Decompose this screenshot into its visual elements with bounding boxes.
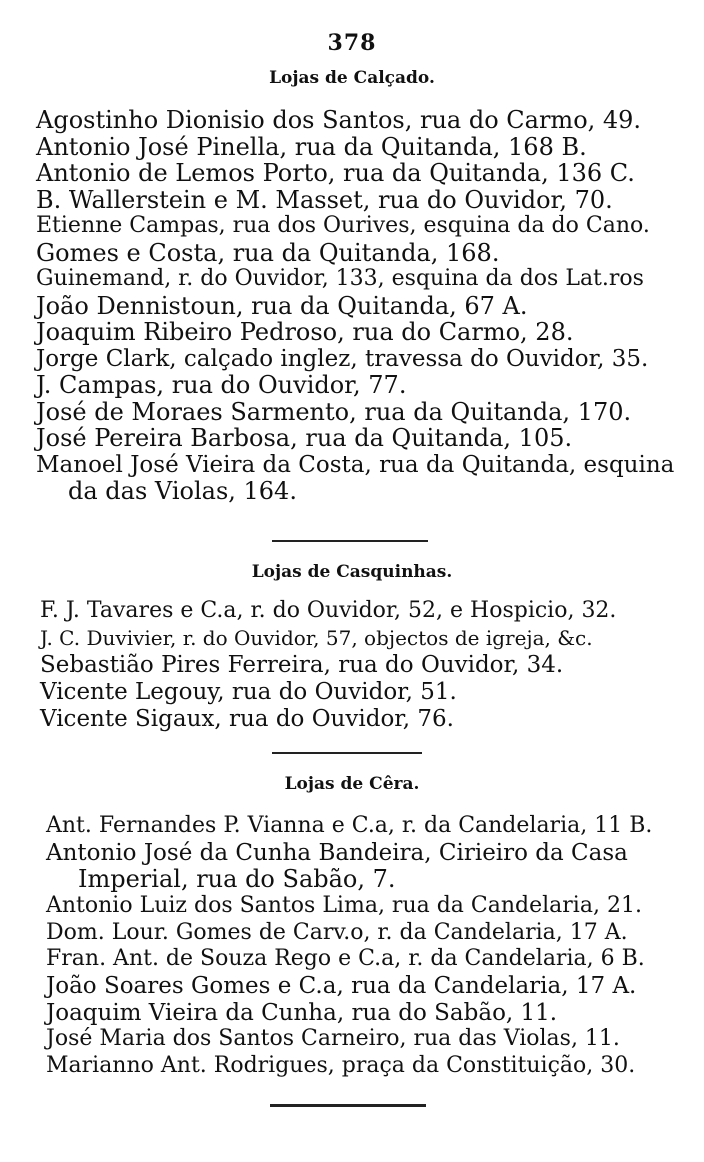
- list-item: da das Violas, 164.: [68, 477, 297, 505]
- list-item: Fran. Ant. de Souza Rego e C.a, r. da Candelaria, 6 B.: [46, 946, 645, 971]
- list-item: Sebastião Pires Ferreira, rua do Ouvidor, 34.: [40, 652, 564, 678]
- section-divider: [272, 752, 422, 754]
- list-item: José Maria dos Santos Carneiro, rua das Violas, 11.: [46, 1026, 620, 1051]
- list-item: F. J. Tavares e C.a, r. do Ouvidor, 52, e Hospicio, 32.: [40, 598, 617, 623]
- page-number: 378: [327, 30, 377, 56]
- list-item: José Pereira Barbosa, rua da Quitanda, 105.: [36, 424, 573, 452]
- section-divider: [270, 1104, 426, 1107]
- list-item: Manoel José Vieira da Costa, rua da Quitanda, esquina: [36, 452, 675, 478]
- list-item: Dom. Lour. Gomes de Carv.o, r. da Candelaria, 17 A.: [46, 920, 628, 945]
- list-item: Antonio de Lemos Porto, rua da Quitanda, 136 C.: [36, 159, 635, 187]
- list-item: Ant. Fernandes P. Vianna e C.a, r. da Candelaria, 11 B.: [46, 813, 653, 838]
- list-item: Jorge Clark, calçado inglez, travessa do Ouvidor, 35.: [36, 346, 649, 372]
- list-item: José de Moraes Sarmento, rua da Quitanda, 170.: [36, 398, 632, 426]
- list-item: Joaquim Ribeiro Pedroso, rua do Carmo, 28.: [36, 318, 574, 346]
- section-divider: [272, 540, 428, 542]
- list-item: Imperial, rua do Sabão, 7.: [78, 865, 396, 893]
- list-item: Joaquim Vieira da Cunha, rua do Sabão, 11.: [46, 1000, 558, 1026]
- list-item: Antonio Luiz dos Santos Lima, rua da Candelaria, 21.: [46, 893, 642, 918]
- list-item: Agostinho Dionisio dos Santos, rua do Carmo, 49.: [36, 106, 642, 134]
- list-item: Etienne Campas, rua dos Ourives, esquina da do Cano.: [36, 213, 650, 238]
- list-item: Gomes e Costa, rua da Quitanda, 168.: [36, 239, 500, 267]
- list-item: Vicente Legouy, rua do Ouvidor, 51.: [40, 679, 457, 705]
- list-item: Antonio José da Cunha Bandeira, Cirieiro da Casa: [46, 840, 628, 866]
- list-item: João Dennistoun, rua da Quitanda, 67 A.: [36, 292, 528, 320]
- section-heading-casquinhas: Lojas de Casquinhas.: [251, 562, 453, 582]
- list-item: Guinemand, r. do Ouvidor, 133, esquina da dos Lat.ros: [36, 266, 644, 291]
- list-item: Vicente Sigaux, rua do Ouvidor, 76.: [40, 706, 454, 732]
- list-item: J. Campas, rua do Ouvidor, 77.: [36, 371, 407, 399]
- list-item: J. C. Duvivier, r. do Ouvidor, 57, objectos de igreja, &c.: [40, 626, 593, 650]
- list-item: Antonio José Pinella, rua da Quitanda, 168 B.: [36, 133, 587, 161]
- section-heading-cera: Lojas de Cêra.: [284, 774, 420, 794]
- list-item: Marianno Ant. Rodrigues, praça da Constituição, 30.: [46, 1053, 636, 1078]
- section-heading-calcado: Lojas de Calçado.: [269, 68, 435, 88]
- list-item: B. Wallerstein e M. Masset, rua do Ouvidor, 70.: [36, 186, 613, 214]
- list-item: João Soares Gomes e C.a, rua da Candelaria, 17 A.: [46, 973, 637, 999]
